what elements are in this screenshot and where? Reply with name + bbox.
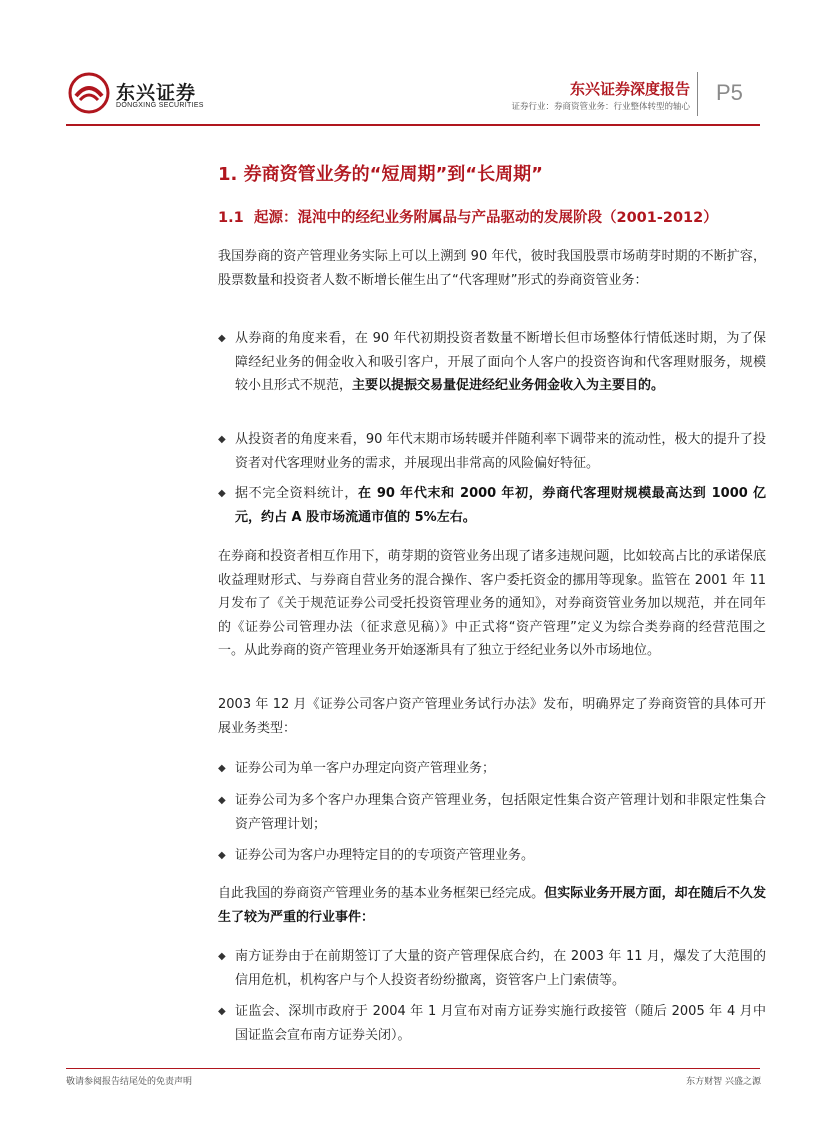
page-number: P5 (716, 80, 743, 105)
diamond-bullet-icon: ◆ (218, 951, 226, 962)
footer-slogan: 东方财智 兴盛之源 (686, 1077, 761, 1087)
diamond-bullet-icon: ◆ (218, 333, 226, 344)
list-item (218, 327, 766, 398)
list-item-text: 南方证券由于在前期签订了大量的资产管理保底合约，在 2003 年 11 月，爆发了大范围的信用危机，机构客户与个人投资者纷纷撤离，资管客户上门索债等。 (235, 949, 766, 988)
list-item (218, 1000, 766, 1047)
logo-emblem-icon (68, 72, 110, 114)
list-item-text: 证监会、深圳市政府于 2004 年 1 月宣布对南方证券实施行政接管（随后 2005 年 4 月中国证监会宣布南方证券关闭）。 (235, 1004, 766, 1043)
list-item (218, 844, 766, 868)
list-item-text: 从券商的角度来看，在 90 年代初期投资者数量不断增长但市场整体行情低迷时期，为了保障经纪业务的佣金收入和吸引客户，开展了面向个人客户的投资咨询和代客理财服务，规模较小且形式不规范，主要以提振交易量促进经纪业务佣金收入为主要目的。 (235, 331, 766, 393)
paragraph-origin: 我国券商的资产管理业务实际上可以上溯到 90 年代，彼时我国股票市场萌芽时期的不断扩容，股票数量和投资者人数不断增长催生出了“代客理财”形式的券商资管业务： (218, 249, 766, 288)
paragraph-regulation: 在券商和投资者相互作用下，萌芽期的资管业务出现了诸多违规问题，比如较高占比的承诺保底收益理财形式、与券商自营业务的混合操作、客户委托资金的挪用等现象。监管在 2001 年 11 月发布了《关于规范证券公司受托投资管理业务的通知》，对券商资管业务加以规范，并在同年的《证券公司管理办法（征求意见稿）》中正式将“资产管理”定义为综合类券商的经营范围之一。从此券商的资产管理业务开始逐渐具有了独立于经纪业务以外市场地位。 (218, 549, 766, 658)
diamond-bullet-icon: ◆ (218, 1006, 226, 1017)
list-item-text: 据不完全资料统计，在 90 年代末和 2000 年初，券商代客理财规模最高达到 1000 亿元，约占 A 股市场流通市值的 5%左右。 (235, 486, 766, 525)
subsection-number: 1.1 (218, 210, 244, 226)
logo-english-name: DONGXING SECURITIES (116, 102, 204, 109)
footer-rule (66, 1068, 760, 1069)
diamond-bullet-icon: ◆ (218, 795, 226, 806)
list-item-text: 证券公司为多个客户办理集合资产管理业务，包括限定性集合资产管理计划和非限定性集合资产管理计划； (235, 793, 766, 832)
report-title: 东兴证券深度报告 (569, 80, 690, 98)
header-rule (66, 124, 760, 126)
diamond-bullet-icon: ◆ (218, 488, 226, 499)
list-item (218, 945, 766, 992)
list-item-text: 证券公司为单一客户办理定向资产管理业务； (235, 761, 496, 776)
list-item-text: 证券公司为客户办理特定目的的专项资产管理业务。 (235, 848, 535, 863)
diamond-bullet-icon: ◆ (218, 434, 226, 445)
section-heading: 1. 券商资管业务的“短周期”到“长周期” (218, 164, 543, 185)
diamond-bullet-icon: ◆ (218, 850, 226, 861)
paragraph-2003-rules: 2003 年 12 月《证券公司客户资产管理业务试行办法》发布，明确界定了券商资管的具体可开展业务类型： (218, 697, 766, 736)
paragraph-industry-events: 自此我国的券商资产管理业务的基本业务框架已经完成。但实际业务开展方面，却在随后不久发生了较为严重的行业事件： (218, 886, 766, 925)
diamond-bullet-icon: ◆ (218, 763, 226, 774)
list-item (218, 482, 766, 529)
company-logo (68, 72, 208, 118)
logo-chinese-name: 东兴证券 (116, 82, 197, 104)
report-subtitle: 证券行业：券商资管业务：行业整体转型的轴心 (511, 102, 690, 112)
list-item (218, 428, 766, 475)
header-divider (697, 72, 698, 116)
disclaimer-note: 敬请参阅报告结尾处的免责声明 (66, 1077, 193, 1087)
subsection-title: 起源：混沌中的经纪业务附属品与产品驱动的发展阶段（2001-2012） (254, 210, 718, 226)
list-item (218, 757, 766, 781)
list-item-text: 从投资者的角度来看，90 年代末期市场转暖并伴随利率下调带来的流动性，极大的提升了投资者对代客理财业务的需求，并展现出非常高的风险偏好特征。 (235, 432, 766, 471)
list-item (218, 789, 766, 836)
subsection-heading (218, 206, 718, 227)
